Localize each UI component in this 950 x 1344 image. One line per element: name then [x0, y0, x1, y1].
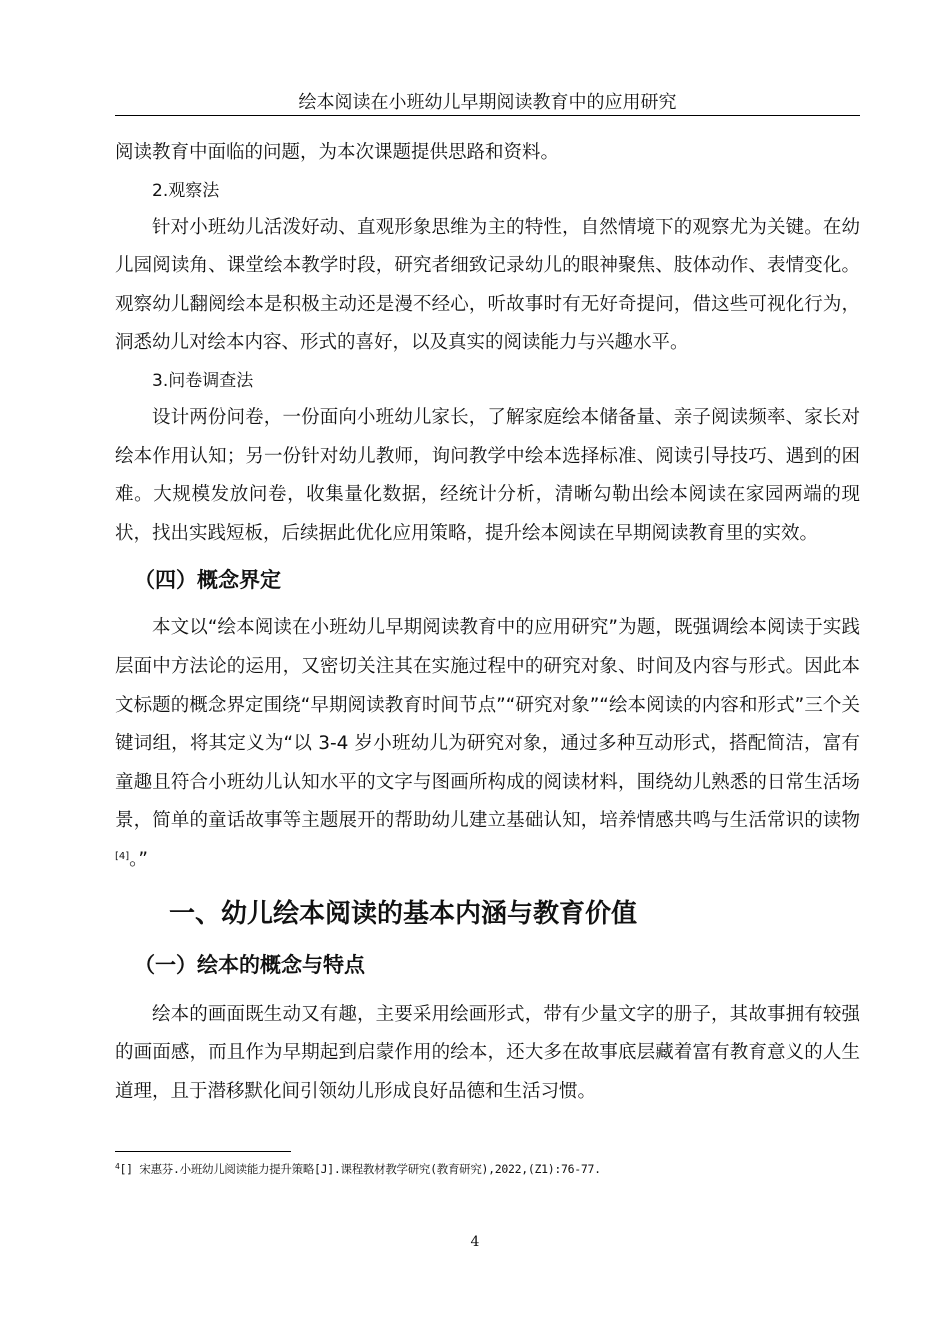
paragraph-observation-method: 针对小班幼儿活泼好动、直观形象思维为主的特性，自然情境下的观察尤为关键。在幼儿园阅读角、课堂绘本教学时段，研究者细致记录幼儿的眼神聚焦、肢体动作、表情变化。观察幼儿翻阅绘本是积极主动还是漫不经心，听故事时有无好奇提问，借这些可视化行为，洞悉幼儿对绘本内容、形式的喜好，以及真实的阅读能力与兴趣水平。 [115, 216, 860, 354]
concept-definition-end: 。” [129, 848, 149, 870]
chapter-1-heading: 一、幼儿绘本阅读的基本内涵与教育价值 [169, 898, 638, 929]
paragraph-intro-continuation: 阅读教育中面临的问题，为本次课题提供思路和资料。 [115, 142, 560, 163]
footnote [115, 1161, 860, 1177]
page-number: 4 [470, 1234, 480, 1250]
header-rule [115, 115, 860, 116]
page-body [115, 134, 860, 1111]
method-3-title: 3.问卷调查法 [152, 370, 254, 391]
section-4-heading: （四）概念界定 [134, 568, 281, 593]
footnote-mark: 4 [115, 1162, 120, 1171]
concept-definition-text: 本文以“绘本阅读在小班幼儿早期阅读教育中的应用研究”为题，既强调绘本阅读于实践层面中方法论的运用，又密切关注其在实施过程中的研究对象、时间及内容与形式。因此本文标题的概念界定围绕“早期阅读教育时间节点”“研究对象”“绘本阅读的内容和形式”三个关键词组，将其定义为“以 3-4 岁小班幼儿为研究对象，通过多种互动形式，搭配简洁，富有童趣且符合小班幼儿认知水平的文字与图画所构成的阅读材料，围绕幼儿熟悉的日常生活场景，简单的童话故事等主题展开的帮助幼儿建立基础认知，培养情感共鸣与生活常识的读物 [115, 617, 860, 832]
paragraph-concept-definition [115, 609, 860, 879]
paragraph-picture-book-concept: 绘本的画面既生动又有趣，主要采用绘画形式，带有少量文字的册子，其故事拥有较强的画面感，而且作为早期起到启蒙作用的绘本，还大多在故事底层藏着富有教育意义的人生道理，且于潜移默化间引领幼儿形成良好品德和生活习惯。 [115, 1003, 860, 1102]
method-2-title: 2.观察法 [152, 180, 220, 201]
paragraph-questionnaire-method: 设计两份问卷，一份面向小班幼儿家长，了解家庭绘本储备量、亲子阅读频率、家长对绘本作用认知；另一份针对幼儿教师，询问教学中绘本选择标准、阅读引导技巧、遇到的困难。大规模发放问卷，收集量化数据，经统计分析，清晰勾勒出绘本阅读在家园两端的现状，找出实践短板，后续据此优化应用策略，提升绘本阅读在早期阅读教育里的实效。 [115, 406, 860, 544]
citation-4[interactable]: [4] [115, 850, 130, 862]
section-1-heading: （一）绘本的概念与特点 [134, 952, 365, 977]
footnote-rule [115, 1151, 291, 1152]
footnote-text: [] 宋惠芬.小班幼儿阅读能力提升策略[J].课程教材教学研究(教育研究),2022,(Z1):76-77. [119, 1162, 601, 1176]
running-header: 绘本阅读在小班幼儿早期阅读教育中的应用研究 [298, 92, 677, 113]
